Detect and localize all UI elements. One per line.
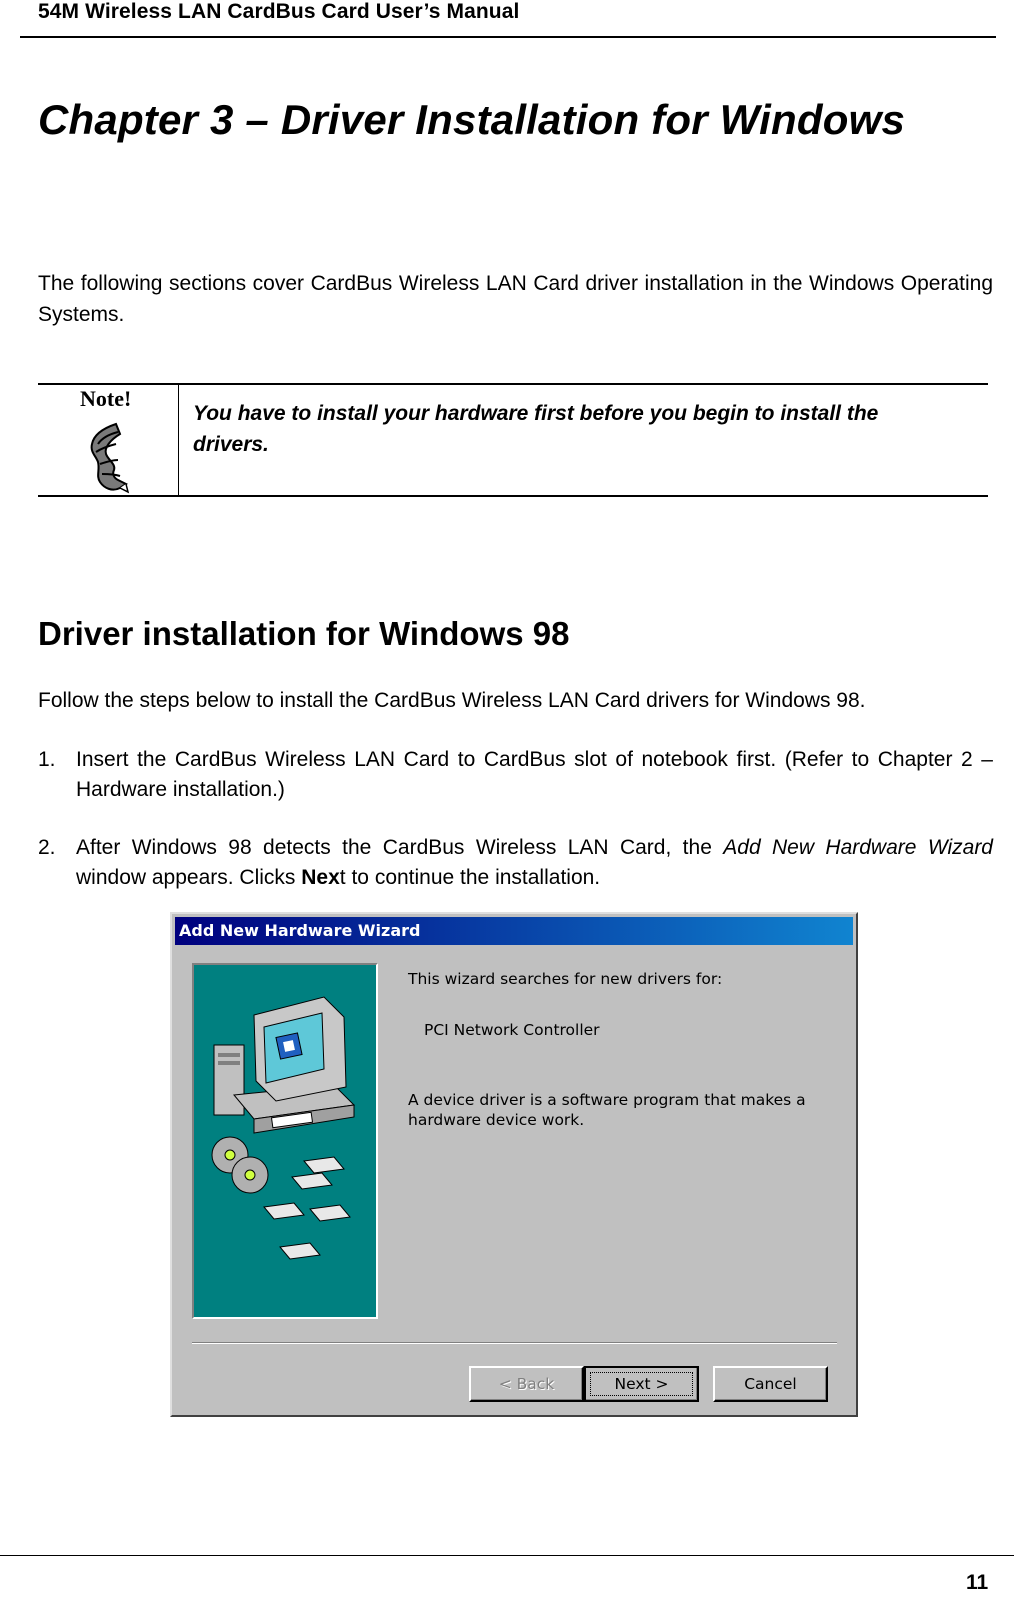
note-text: You have to install your hardware first before you begin to install the drivers.: [193, 402, 879, 456]
step-text: [76, 833, 993, 893]
section-title: Driver installation for Windows 98: [38, 615, 570, 652]
cancel-button[interactable]: Cancel: [713, 1366, 828, 1402]
note-bottom-rule: [38, 495, 988, 497]
header-rule: [20, 36, 996, 38]
step-text-part: window appears. Clicks: [76, 866, 302, 889]
note-top-rule: [38, 383, 988, 385]
next-emphasis: Nex: [301, 866, 340, 889]
intro-paragraph: The following sections cover CardBus Wireless LAN Card driver installation in the Windows Operating Systems.: [38, 272, 993, 326]
wizard-device-name: PCI Network Controller: [424, 1021, 600, 1039]
step-number: 2.: [38, 836, 56, 859]
focus-ring: [590, 1372, 693, 1396]
wizard-search-text: This wizard searches for new drivers for:: [408, 970, 723, 988]
wizard-illustration-panel: [192, 963, 378, 1319]
note-divider: [178, 385, 179, 495]
wizard-description: A device driver is a software program that makes a hardware device work.: [408, 1091, 806, 1129]
chapter-title: Chapter 3 – Driver Installation for Windows: [38, 96, 906, 143]
pointing-hand-icon: [86, 422, 130, 494]
note-label: Note!: [80, 386, 132, 411]
step-text-part: t to continue the installation.: [339, 866, 601, 889]
wizard-name: Add New Hardware Wizard: [723, 836, 993, 859]
step-text: Insert the CardBus Wireless LAN Card to CardBus slot of notebook first. (Refer to Chapter 2 – Hardware installation.): [76, 748, 993, 801]
step-1: [38, 745, 993, 805]
section-intro: Follow the steps below to install the CardBus Wireless LAN Card drivers for Windows 98.: [38, 689, 866, 712]
footer-rule: [0, 1555, 1014, 1556]
next-button[interactable]: [584, 1366, 699, 1402]
wizard-title-bar[interactable]: Add New Hardware Wizard: [175, 917, 853, 945]
wizard-window: [170, 912, 858, 1417]
computer-illustration-icon: [194, 965, 376, 1317]
step-number: 1.: [38, 748, 56, 771]
next-button-label: Next >: [614, 1375, 669, 1393]
page-number: 11: [966, 1571, 989, 1594]
step-2: [38, 833, 993, 893]
running-header: 54M Wireless LAN CardBus Card User’s Manual: [38, 0, 520, 23]
back-button[interactable]: < Back: [469, 1366, 584, 1402]
step-text-part: After Windows 98 detects the CardBus Wireless LAN Card, the: [76, 836, 724, 859]
wizard-separator: [192, 1342, 837, 1344]
